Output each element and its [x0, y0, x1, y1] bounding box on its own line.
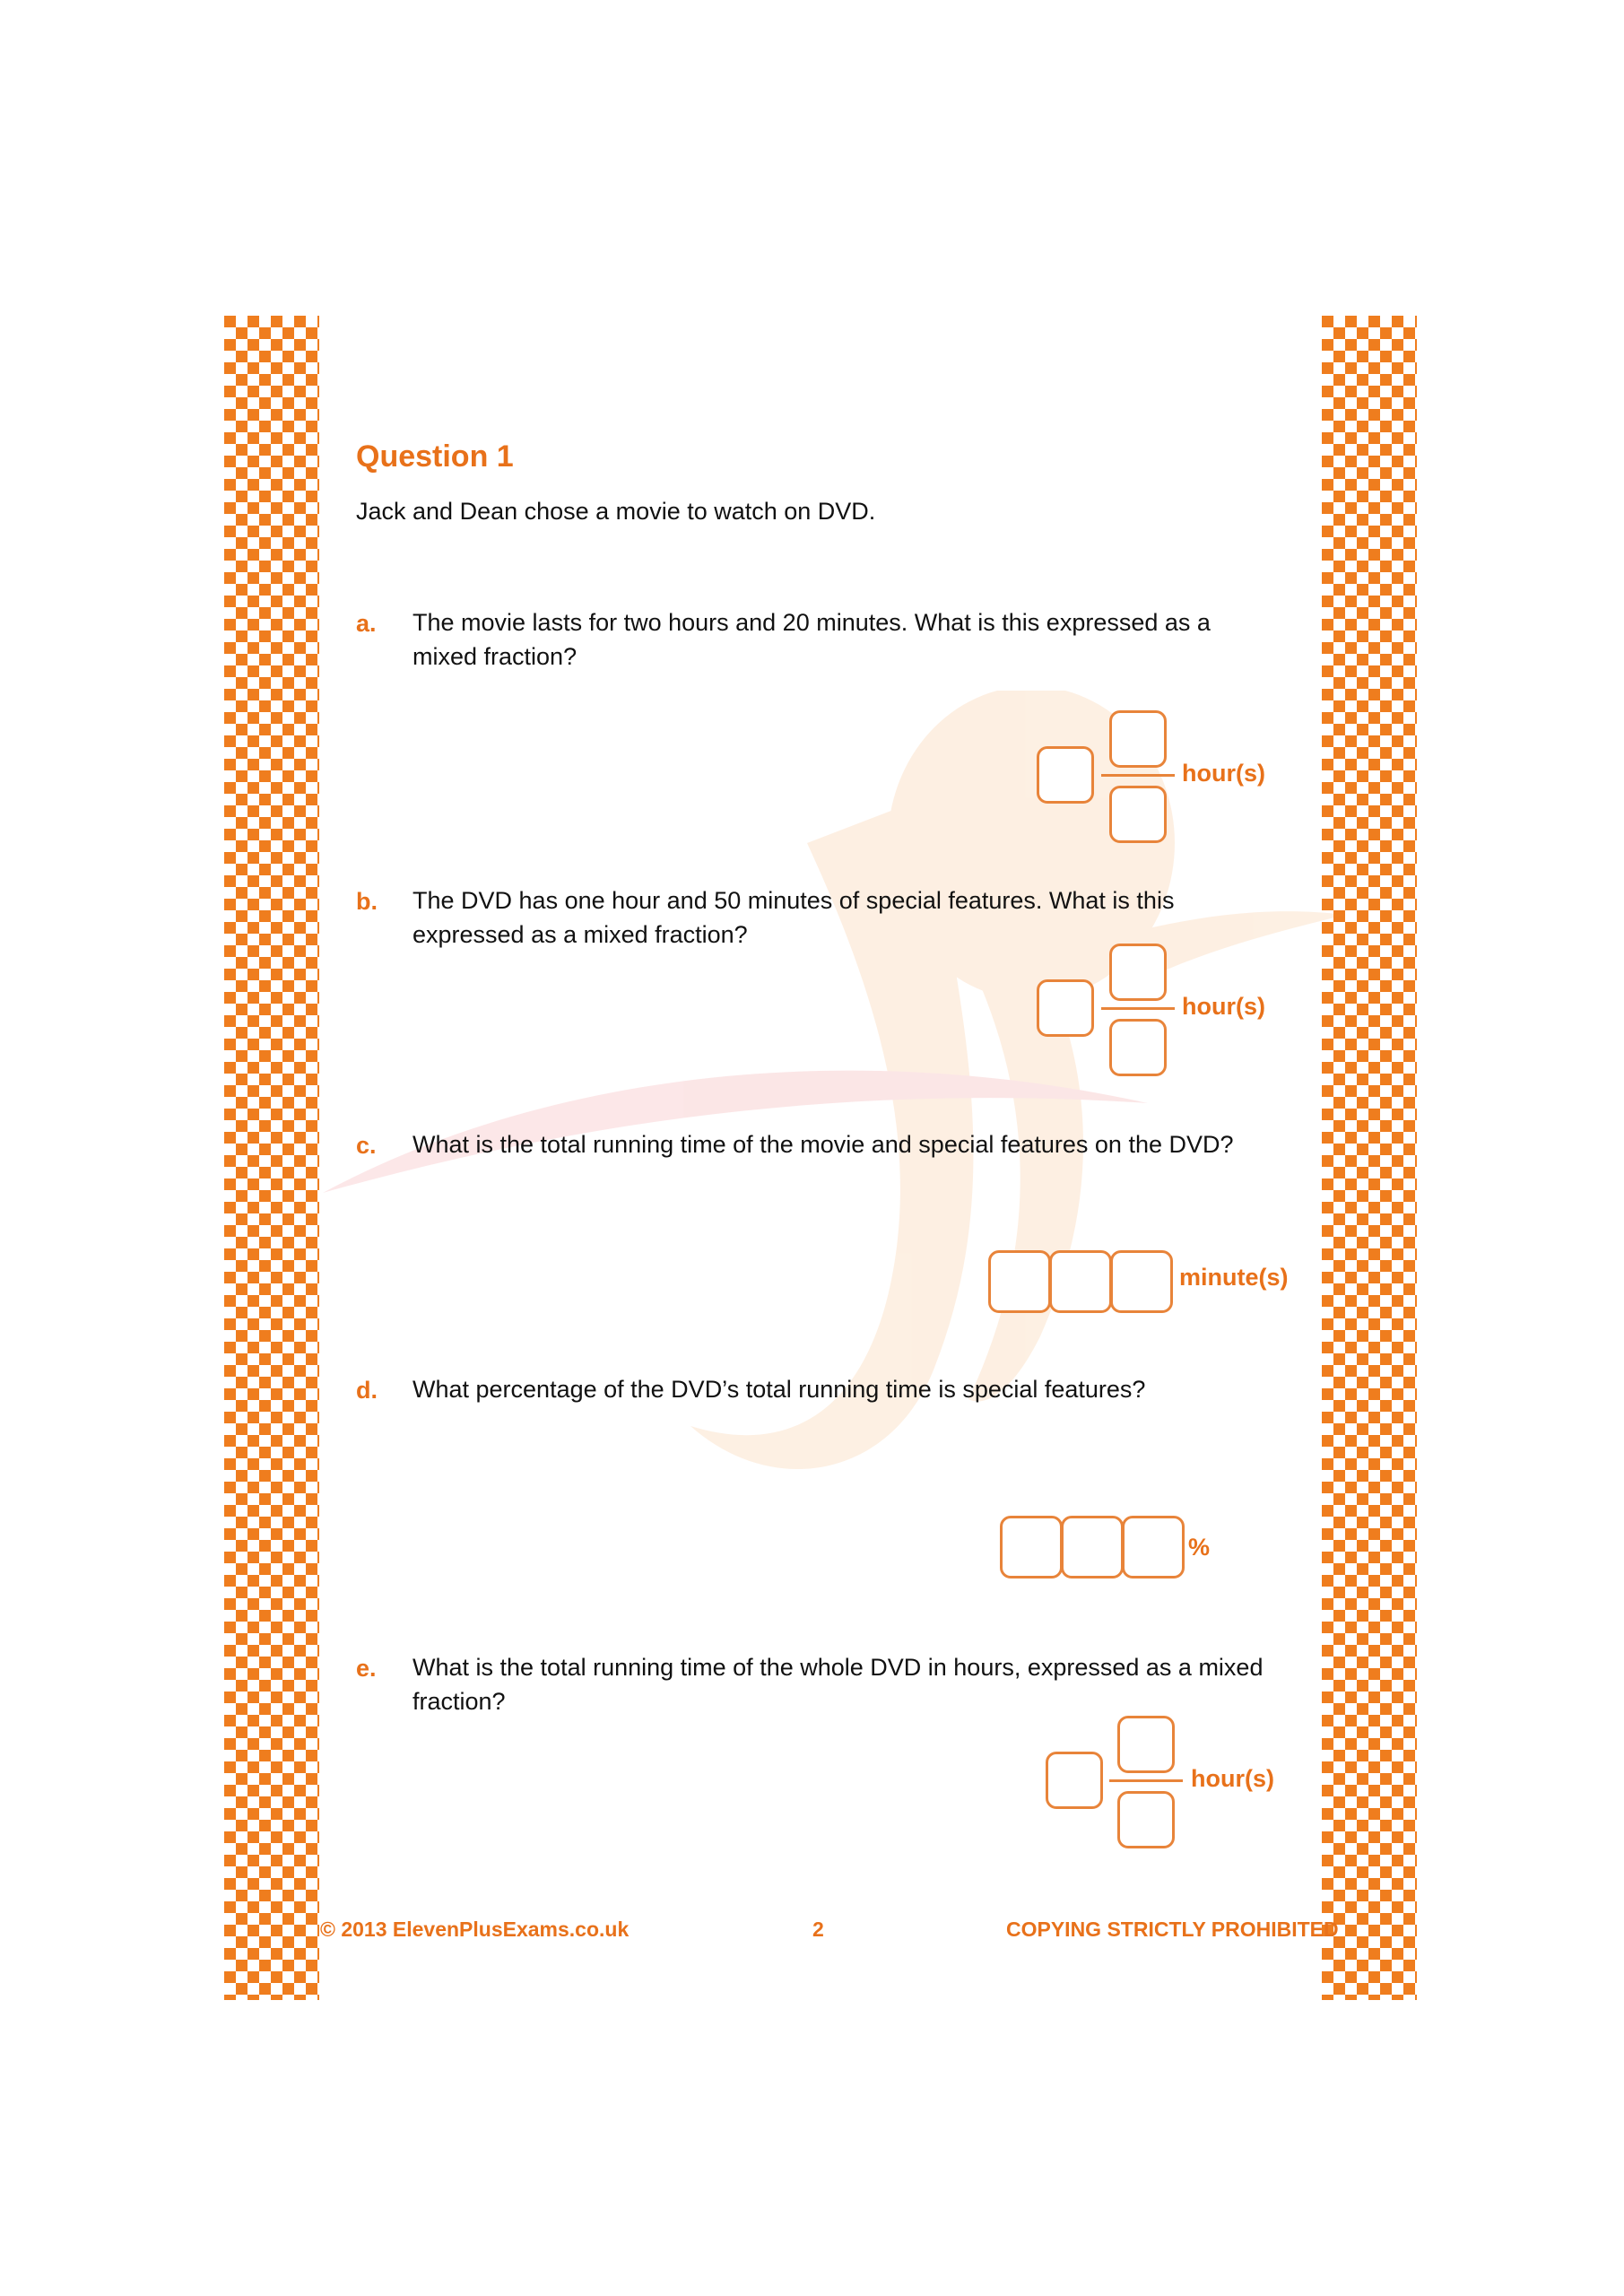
answer-box-whole[interactable]	[1046, 1752, 1103, 1809]
part-e-text: What is the total running time of the whole DVD in hours, expressed as a mixed fraction?	[413, 1654, 1264, 1715]
part-c-letter: c.	[356, 1132, 377, 1159]
unit-label: hour(s)	[1191, 1765, 1274, 1792]
part-c-text: What is the total running time of the movie and special features on the DVD?	[413, 1131, 1234, 1158]
answer-box-numerator[interactable]	[1109, 944, 1167, 1001]
answer-box-numerator[interactable]	[1109, 710, 1167, 768]
question-intro: Jack and Dean chose a movie to watch on DVD.	[356, 498, 876, 525]
unit-label: hour(s)	[1182, 760, 1265, 787]
right-decorative-border	[1322, 316, 1417, 2000]
part-d-text: What percentage of the DVD’s total running time is special features?	[413, 1376, 1146, 1403]
question-title: Question 1	[356, 439, 514, 474]
part-d-letter: d.	[356, 1377, 378, 1404]
answer-box-denominator[interactable]	[1109, 786, 1167, 843]
footer-page-number: 2	[812, 1918, 824, 1941]
fraction-line	[1109, 1779, 1183, 1782]
unit-label: hour(s)	[1182, 993, 1265, 1020]
footer-copyright: © 2013 ElevenPlusExams.co.uk	[320, 1918, 630, 1941]
part-e-letter: e.	[356, 1655, 377, 1682]
answer-box-digit-1[interactable]	[1000, 1516, 1063, 1578]
answer-box-denominator[interactable]	[1117, 1791, 1175, 1848]
answer-box-denominator[interactable]	[1109, 1019, 1167, 1076]
part-a-letter: a.	[356, 610, 377, 637]
answer-box-numerator[interactable]	[1117, 1716, 1175, 1773]
part-a-text: The movie lasts for two hours and 20 minutes. What is this expressed as a mixed fraction?	[413, 609, 1211, 670]
part-b-letter: b.	[356, 888, 378, 915]
answer-box-digit-3[interactable]	[1110, 1250, 1173, 1313]
fraction-line	[1101, 1007, 1175, 1010]
unit-label: minute(s)	[1179, 1264, 1289, 1291]
footer-notice: COPYING STRICTLY PROHIBITED	[1006, 1918, 1339, 1941]
part-b-text: The DVD has one hour and 50 minutes of special features. What is this expressed as a mixed fraction?	[413, 887, 1175, 948]
answer-box-whole[interactable]	[1037, 979, 1094, 1037]
answer-box-digit-3[interactable]	[1122, 1516, 1185, 1578]
answer-box-digit-2[interactable]	[1049, 1250, 1112, 1313]
percent-label: %	[1188, 1534, 1211, 1561]
answer-box-digit-2[interactable]	[1061, 1516, 1124, 1578]
left-decorative-border	[224, 316, 319, 2000]
answer-box-whole[interactable]	[1037, 746, 1094, 804]
answer-box-digit-1[interactable]	[988, 1250, 1051, 1313]
fraction-line	[1101, 774, 1175, 777]
